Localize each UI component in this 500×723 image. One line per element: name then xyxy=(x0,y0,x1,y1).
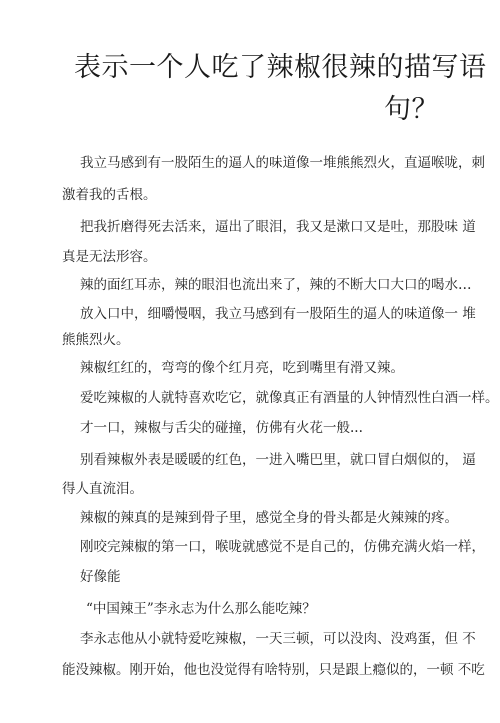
body-line: 李永志他从小就特爱吃辣椒，一天三顿，可以没肉、没鸡蛋，但 不 xyxy=(80,631,476,647)
body-line: 把我折磨得死去活来，逼出了眼泪，我又是漱口又是吐，那股味 道 xyxy=(80,219,476,235)
body-line: 熊熊烈火。 xyxy=(62,332,130,348)
body-line: 好像能 xyxy=(80,569,121,585)
document-title-line-1: 表示一个人吃了辣椒很辣的描写语 xyxy=(74,52,487,83)
body-line: 真是无法形容。 xyxy=(62,249,157,265)
body-line: 辣椒红红的，弯弯的像个红月亮，吃到嘴里有滑又辣。 xyxy=(80,360,404,376)
body-line: 辣的面红耳赤，辣的眼泪也流出来了，辣的不断大口大口的喝水… xyxy=(80,277,472,293)
body-line: 辣椒的辣真的是辣到骨子里，感觉全身的骨头都是火辣辣的疼。 xyxy=(80,510,458,526)
body-line: 才一口，辣椒与舌尖的碰撞，仿佛有火花一般... xyxy=(80,420,363,436)
body-line: 别看辣椒外表是暖暖的红色，一进入嘴巴里，就口冒白烟似的， 逼 xyxy=(80,452,476,468)
body-line: 能没辣椒。刚开始，他也没觉得有啥特别，只是跟上瘾似的，一顿 不吃 xyxy=(62,662,485,678)
body-line: 放入口中，细嚼慢咽，我立马感到有一股陌生的逼人的味道像一 堆 xyxy=(80,306,476,322)
body-line: 得人直流泪。 xyxy=(62,481,143,497)
body-line: 我立马感到有一股陌生的逼人的味道像一堆熊熊烈火，直逼喉咙，刺 xyxy=(80,155,485,171)
document-title-line-2: 句？ xyxy=(384,94,439,125)
body-line: 刚咬完辣椒的第一口，喉咙就感觉不是自己的，仿佛充满火焰一样， xyxy=(80,539,485,555)
body-line: “中国辣王”李永志为什么那么能吃辣？ xyxy=(86,601,316,617)
body-line: 激着我的舌根。 xyxy=(62,187,157,203)
body-line: 爱吃辣椒的人就特喜欢吃它，就像真正有酒量的人钟情烈性白酒一样。 xyxy=(80,390,499,406)
